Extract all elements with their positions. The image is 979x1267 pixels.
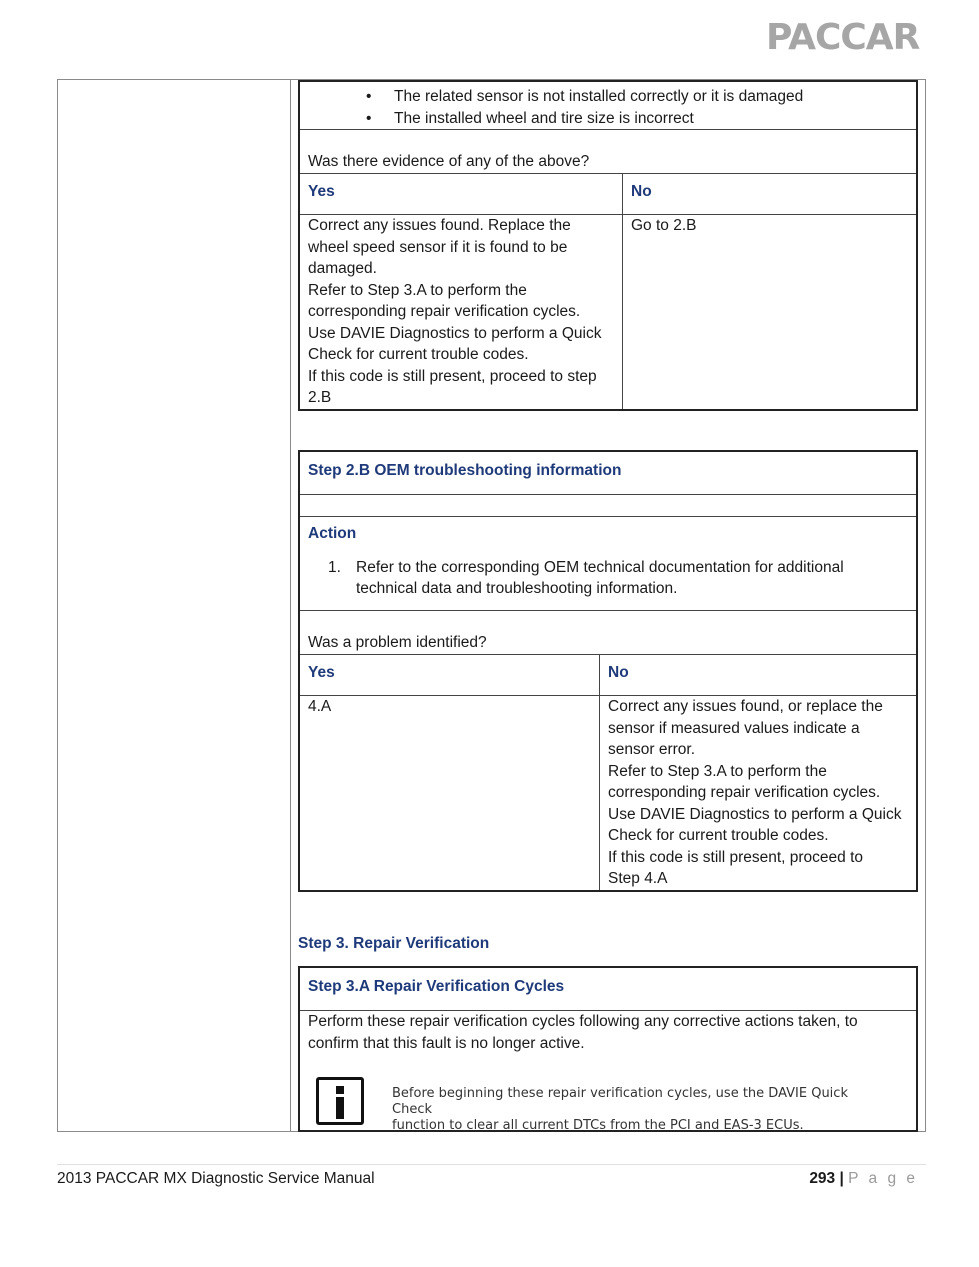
spacer-row: [300, 495, 916, 517]
action-step: [300, 557, 916, 600]
footer-rule: [57, 1164, 926, 1165]
yes-header: Yes: [300, 655, 600, 695]
step-line: Refer to the corresponding OEM technical documentation for additional: [356, 558, 844, 576]
no-header: No: [631, 183, 652, 200]
no-header: No: [608, 664, 629, 681]
question-text: Was there evidence of any of the above?: [308, 153, 590, 170]
oem-info-table: [298, 450, 918, 892]
evidence-table: [298, 80, 918, 411]
step-2b-title: Step 2.B OEM troubleshooting information: [308, 462, 622, 479]
question-row: [300, 130, 916, 174]
body-line: Perform these repair verification cycles following any corrective actions taken, to: [308, 1013, 858, 1030]
yes-line: If this code is still present, proceed to step: [308, 367, 597, 385]
verification-table: [298, 966, 918, 1132]
footer-page-info: [809, 1168, 918, 1190]
paccar-logo: PACCAR: [766, 17, 920, 58]
page-number: 293: [809, 1170, 836, 1187]
cause-item: • The related sensor is not installed correctly or it is damaged: [300, 86, 916, 108]
yes-content: 4.A: [300, 696, 600, 890]
bullet-row: [300, 82, 916, 130]
cause-item: • The installed wheel and tire size is incorrect: [300, 108, 916, 130]
yes-header: Yes: [300, 174, 623, 214]
step-3-heading: Step 3. Repair Verification: [298, 935, 490, 952]
no-content: Go to 2.B: [631, 217, 697, 234]
title-row: [300, 452, 916, 495]
no-line: Step 4.A: [608, 870, 668, 887]
no-line: Use DAVIE Diagnostics to perform a Quick: [608, 805, 902, 823]
no-line: Refer to Step 3.A to perform the: [608, 762, 827, 780]
yes-no-content-row: [300, 215, 916, 409]
question-text: Was a problem identified?: [308, 634, 487, 651]
question-row: [300, 611, 916, 655]
no-line: sensor error.: [608, 741, 696, 758]
cause-list: [300, 82, 916, 129]
action-label: Action: [308, 525, 357, 542]
no-line: Correct any issues found, or replace the: [608, 698, 883, 715]
no-line: corresponding repair verification cycles.: [608, 784, 881, 801]
footer-manual-title: 2013 PACCAR MX Diagnostic Service Manual: [57, 1170, 375, 1187]
page-separator: |: [839, 1170, 844, 1187]
step-number: 1.: [328, 558, 341, 576]
yes-no-header-row: [300, 655, 916, 696]
info-icon: [316, 1077, 364, 1125]
page-label: P a g e: [848, 1170, 918, 1187]
title-row: [300, 968, 916, 1011]
action-steps: [300, 557, 916, 600]
action-row: [300, 517, 916, 611]
body-text: [300, 1011, 916, 1054]
note-line: function to clear all current DTCs from the PCI and EAS-3 ECUs.: [392, 1118, 804, 1133]
yes-line: Check for current trouble codes.: [308, 346, 529, 363]
yes-line: damaged.: [308, 260, 377, 277]
yes-line: wheel speed sensor if it is found to be: [308, 238, 568, 256]
yes-no-content-row: [300, 696, 916, 890]
body-row: [300, 1011, 916, 1133]
no-content: [600, 696, 916, 890]
yes-line: 2.B: [308, 389, 332, 406]
step-3a-title: Step 3.A Repair Verification Cycles: [308, 978, 565, 995]
yes-line: Refer to Step 3.A to perform the: [308, 281, 527, 299]
column-divider: [290, 80, 291, 1131]
no-line: sensor if measured values indicate a: [608, 719, 860, 737]
no-line: Check for current trouble codes.: [608, 827, 829, 844]
note-line: Before beginning these repair verification cycles, use the DAVIE Quick Check: [392, 1086, 848, 1117]
yes-no-header-row: [300, 174, 916, 215]
no-line: If this code is still present, proceed to: [608, 848, 864, 866]
yes-line: Use DAVIE Diagnostics to perform a Quick: [308, 324, 602, 342]
yes-content: [300, 215, 623, 409]
body-line: confirm that this fault is no longer active.: [308, 1034, 585, 1052]
yes-line: Correct any issues found. Replace the: [308, 217, 571, 234]
step-line: technical data and troubleshooting information.: [356, 580, 678, 597]
yes-line: corresponding repair verification cycles.: [308, 303, 581, 320]
note-text: [392, 1086, 892, 1134]
